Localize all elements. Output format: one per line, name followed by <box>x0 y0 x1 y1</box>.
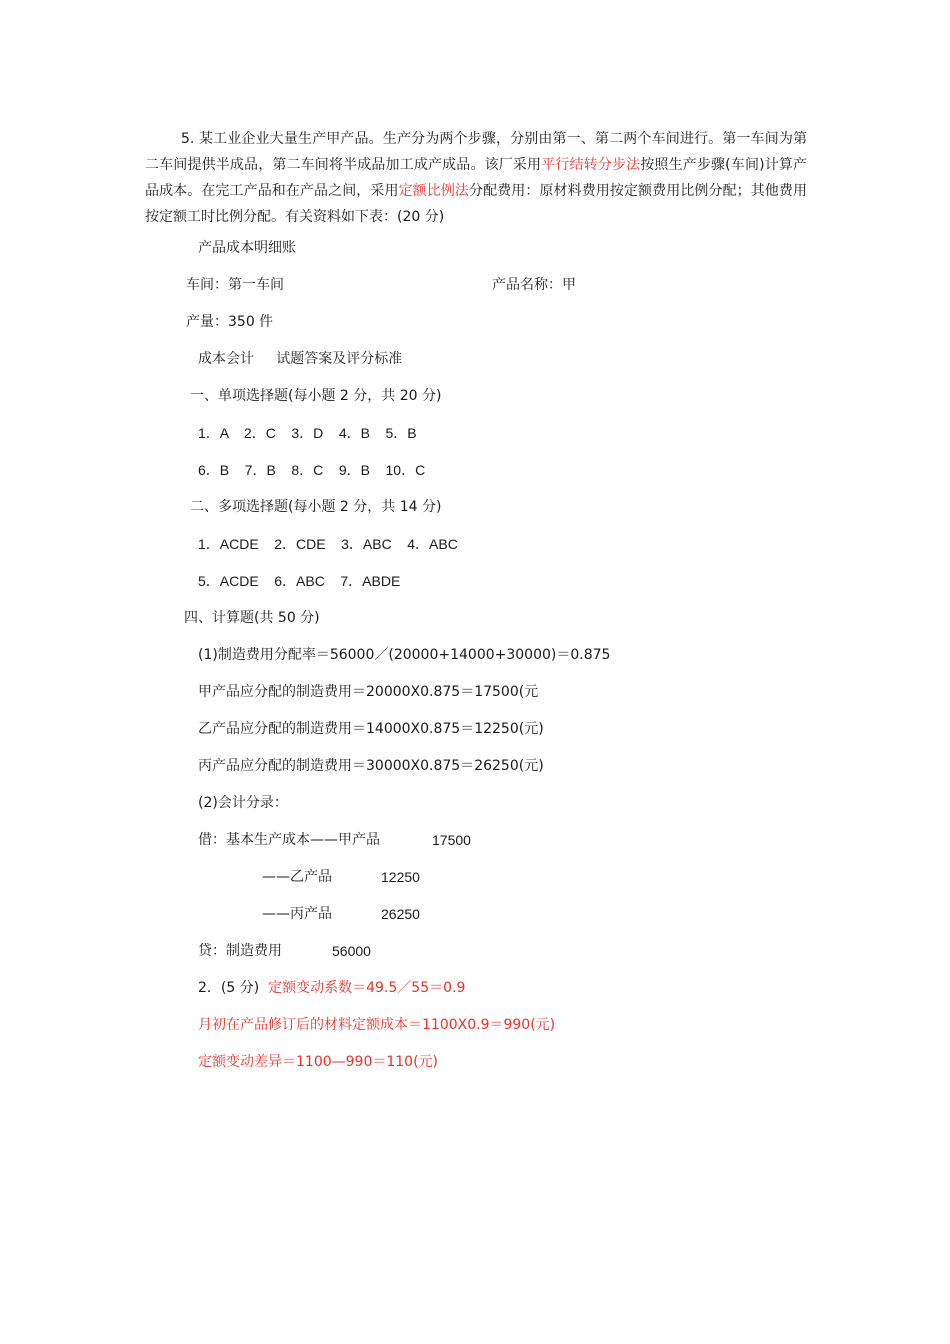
ledger-workshop: 车间：第一车间 <box>186 277 284 293</box>
journal-yi-amount: 12250 <box>381 869 420 885</box>
question-5-paragraph <box>145 126 807 230</box>
journal-credit-label: 贷：制造费用 <box>198 943 282 959</box>
question-5-text-part2: 按照生产步骤(车间)计算产品成本。在完工产品和在产品之间，采用 <box>145 157 808 199</box>
journal-entry-heading: (2)会计分录： <box>198 795 288 811</box>
question-2-row <box>198 978 465 998</box>
method-highlight-parallel-transfer: 平行结转分步法 <box>541 157 641 173</box>
multiple-choice-answers-row-1: 1．ACDE 2．CDE 3．ABC 4．ABC <box>198 536 458 552</box>
calculation-allocation-rate: (1)制造费用分配率＝56000／(20000+14000+30000)＝0.875 <box>198 647 611 663</box>
quota-change-difference: 定额变动差异＝1100—990＝110(元) <box>198 1054 438 1070</box>
journal-debit-amount: 17500 <box>432 832 471 848</box>
ledger-output: 产量：350 件 <box>186 314 274 330</box>
question-5-text-part3: 分配费用：原材料费用按定额费用比例分配；其他费用按定额工时比例分配。有关资料如下表：(20 分) <box>145 183 808 225</box>
calculation-product-jia: 甲产品应分配的制造费用＝20000X0.875＝17500(元 <box>198 684 539 700</box>
single-choice-answers-row-1: 1．A 2．C 3．D 4．B 5．B <box>198 425 417 441</box>
section-single-choice-heading: 一、单项选择题(每小题 2 分，共 20 分) <box>190 388 442 404</box>
question-2-prefix: 2．(5 分) <box>198 980 260 996</box>
journal-bing-amount: 26250 <box>381 906 420 922</box>
journal-yi-label: ——乙产品 <box>262 869 332 885</box>
ledger-title: 产品成本明细账 <box>198 240 296 256</box>
ledger-product-name: 产品名称：甲 <box>492 277 576 293</box>
quota-change-coefficient: 定额变动系数＝49.5／55＝0.9 <box>268 980 466 996</box>
calculation-product-bing: 丙产品应分配的制造费用＝30000X0.875＝26250(元) <box>198 758 544 774</box>
single-choice-answers-row-2: 6．B 7．B 8．C 9．B 10．C <box>198 462 426 478</box>
journal-debit-label: 借：基本生产成本——甲产品 <box>198 832 380 848</box>
question-5-text-part1: 5. 某工业企业大量生产甲产品。生产分为两个步骤，分别由第一、第二两个车间进行。第一车间为第二车间提供半成品，第二车间将半成品加工成产成品。该厂采用 <box>145 131 807 173</box>
method-highlight-quota-ratio: 定额比例法 <box>398 183 470 199</box>
journal-credit-amount: 56000 <box>332 943 371 959</box>
answers-heading: 成本会计 试题答案及评分标准 <box>198 351 403 367</box>
multiple-choice-answers-row-2: 5．ACDE 6．ABC 7．ABDE <box>198 573 401 589</box>
journal-bing-label: ——丙产品 <box>262 906 332 922</box>
section-calculation-heading: 四、计算题(共 50 分) <box>184 610 320 626</box>
revised-quota-cost: 月初在产品修订后的材料定额成本＝1100X0.9＝990(元) <box>198 1017 556 1033</box>
calculation-product-yi: 乙产品应分配的制造费用＝14000X0.875＝12250(元) <box>198 721 544 737</box>
section-multiple-choice-heading: 二、多项选择题(每小题 2 分，共 14 分) <box>190 499 442 515</box>
